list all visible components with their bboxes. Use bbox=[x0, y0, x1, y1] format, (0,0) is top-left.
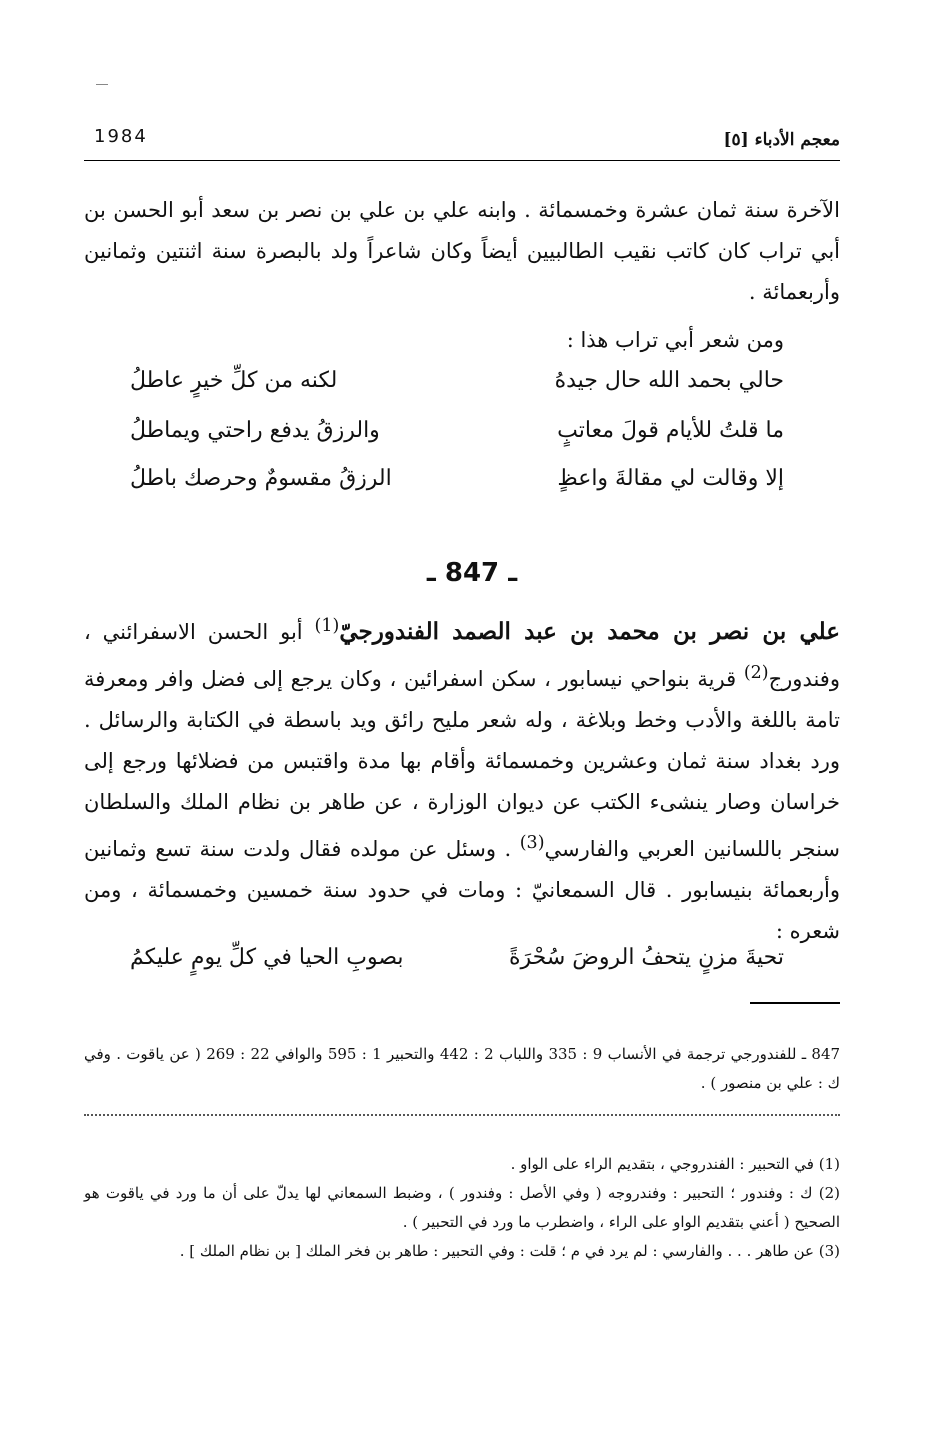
page-number: 1984 bbox=[94, 126, 148, 147]
verse-2-second-hemistich: والرزقُ يدفع راحتي ويماطلُ bbox=[130, 418, 380, 443]
footnote-ref-1: (1) bbox=[314, 616, 340, 636]
entry-name: علي بن نصر بن محمد بن عبد الصمد الفندورجيّ bbox=[339, 618, 840, 645]
footnote-1: (1) في التحبير : الفندروجي ، بتقديم الراء على الواو . bbox=[510, 1155, 840, 1173]
footnote-ref-2: (2) bbox=[743, 663, 769, 683]
entry-number: ـ 847 ـ bbox=[426, 558, 518, 588]
footnote-3: (3) عن طاهر . . . والفارسي : لم يرد في م ؛ قلت : وفي التحبير : طاهر بن فخر الملك [ بن نظام الملك ] . bbox=[179, 1242, 840, 1260]
entry-text-a: أبو الحسن الاسفرائني ، وفندورج bbox=[84, 620, 840, 691]
dotted-separator bbox=[84, 1114, 840, 1122]
paragraph-1: الآخرة سنة ثمان عشرة وخمسمائة . وابنه علي بن علي بن نصر بن سعد أبو الحسن بن أبي تراب كان كاتب نقيب الطالبيين أيضاً وكان شاعراً ولد بالبصرة سنة اثنتين وثمانين وأربعمائة . bbox=[84, 198, 840, 304]
verse-2 bbox=[130, 418, 784, 458]
source-note: 847 ـ للفندورجي ترجمة في الأنساب 9 : 335 واللباب 2 : 442 والتحبير 1 : 595 والوافي 22 : 269 ( عن ياقوت . وفي ك : علي بن منصور ) . bbox=[84, 1045, 841, 1092]
entry-text-c: . وسئل عن مولده فقال ولدت سنة تسع وثمانين وأربعمائة بنيسابور . قال السمعانيّ : ومات في حدود سنة خمسين وخمسمائة ، ومن شعره : bbox=[84, 837, 840, 943]
footnote-2: (2) ك : وفندور ؛ التحبير : وفندروجه ( وفي الأصل : وفندور ) ، وضبط السمعاني لها يدلّ على أن ما ورد في ياقوت هو الصحيح ( أعني بتقديم الواو على الراء ، واضطرب ما ورد في التحبير ) . bbox=[84, 1184, 840, 1231]
running-title: معجم الأدباء [٥] bbox=[723, 130, 840, 150]
verse-1-first-hemistich: حالي بحمد الله حال جيدهُ bbox=[554, 368, 784, 393]
footnote-rule bbox=[750, 1002, 840, 1004]
header-rule bbox=[84, 160, 840, 161]
verse-1 bbox=[130, 368, 784, 408]
verse-3-first-hemistich: إلا وقالت لي مقالةَ واعظٍ bbox=[557, 466, 784, 491]
scan-mark bbox=[96, 84, 108, 85]
poem-intro: ومن شعر أبي تراب هذا : bbox=[566, 328, 784, 352]
verse-3 bbox=[130, 466, 784, 506]
entry-text-b: قرية بنواحي نيسابور ، سكن اسفرائين ، وكان يرجع إلى فضل وافر ومعرفة تامة باللغة والأدب وخط وبلاغة ، وله شعر مليح رائق ويد باسطة في الكتابة والرسائل . ورد بغداد سنة ثمان وعشرين وخمسمائة وأقام بها مدة واقتبس من فضلائها ورجع إلى خراسان وصار ينشىء الكتب عن ديوان الوزارة ، عن طاهر بن نظام الملك والسلطان سنجر باللسانين العربي والفارسي bbox=[84, 667, 840, 861]
verse-2-first-hemistich: ما قلتُ للأيام قولَ معاتبٍ bbox=[557, 418, 784, 443]
entry-paragraph bbox=[84, 606, 840, 952]
final-verse bbox=[130, 945, 784, 985]
final-verse-first-hemistich: تحيةَ مزنٍ يتحفُ الروضَ سُحْرَةً bbox=[508, 945, 784, 970]
footnote-ref-3: (3) bbox=[519, 833, 545, 853]
final-verse-second-hemistich: بصوبِ الحيا في كلِّ يومٍ عليكمُ bbox=[130, 945, 404, 970]
verse-3-second-hemistich: الرزقُ مقسومٌ وحرصك باطلُ bbox=[130, 466, 392, 491]
footnotes bbox=[84, 1150, 840, 1266]
verse-1-second-hemistich: لكنه من كلِّ خيرٍ عاطلُ bbox=[130, 368, 338, 393]
